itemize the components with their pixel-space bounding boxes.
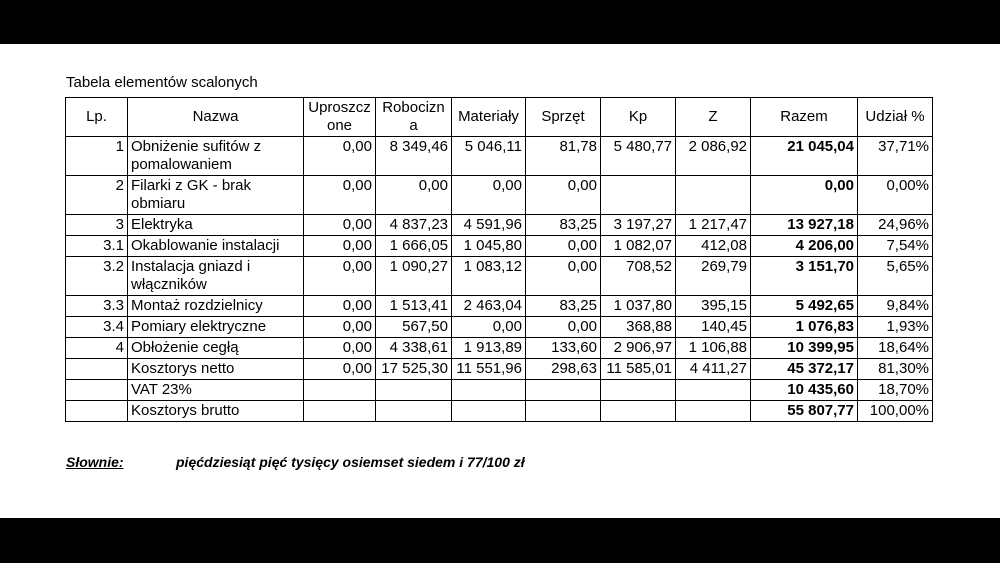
- cell-z: 1 217,47: [676, 215, 751, 236]
- cell-z: 140,45: [676, 317, 751, 338]
- header-robocizna: Robocizn a: [376, 98, 452, 137]
- cell-nazwa: Pomiary elektryczne: [128, 317, 304, 338]
- cell-materialy: 1 083,12: [452, 257, 526, 296]
- table-row: [66, 296, 933, 317]
- cell-lp: 3.4: [66, 317, 128, 338]
- cell-uproszczone: 0,00: [304, 176, 376, 215]
- cell-materialy: 0,00: [452, 176, 526, 215]
- cell-z: [676, 401, 751, 422]
- cell-sprzet: 83,25: [526, 215, 601, 236]
- cell-sprzet: 0,00: [526, 236, 601, 257]
- cell-udzial: 9,84%: [858, 296, 933, 317]
- table-row: [66, 137, 933, 176]
- table-caption: Tabela elementów scalonych: [66, 74, 258, 91]
- cell-razem: 10 435,60: [751, 380, 858, 401]
- cell-lp: 4: [66, 338, 128, 359]
- header-nazwa: Nazwa: [128, 98, 304, 137]
- cell-materialy: [452, 380, 526, 401]
- cell-kp: [601, 401, 676, 422]
- cell-udzial: 24,96%: [858, 215, 933, 236]
- cell-kp: [601, 380, 676, 401]
- cell-uproszczone: 0,00: [304, 137, 376, 176]
- cell-robocizna: 1 666,05: [376, 236, 452, 257]
- cell-nazwa: Kosztorys netto: [128, 359, 304, 380]
- cell-z: 395,15: [676, 296, 751, 317]
- cell-robocizna: 567,50: [376, 317, 452, 338]
- cell-nazwa: Kosztorys brutto: [128, 401, 304, 422]
- cell-sprzet: 133,60: [526, 338, 601, 359]
- table-row-vat: [66, 380, 933, 401]
- cell-materialy: 5 046,11: [452, 137, 526, 176]
- cell-kp: 1 082,07: [601, 236, 676, 257]
- cell-kp: 2 906,97: [601, 338, 676, 359]
- cell-razem: 10 399,95: [751, 338, 858, 359]
- cell-udzial: 1,93%: [858, 317, 933, 338]
- cell-kp: 5 480,77: [601, 137, 676, 176]
- cell-uproszczone: [304, 380, 376, 401]
- header-lp: Lp.: [66, 98, 128, 137]
- header-sprzet: Sprzęt: [526, 98, 601, 137]
- cell-udzial: 7,54%: [858, 236, 933, 257]
- cell-materialy: 0,00: [452, 317, 526, 338]
- cell-robocizna: 0,00: [376, 176, 452, 215]
- cell-sprzet: 83,25: [526, 296, 601, 317]
- cell-robocizna: [376, 380, 452, 401]
- cell-materialy: 1 045,80: [452, 236, 526, 257]
- cell-kp: 1 037,80: [601, 296, 676, 317]
- header-kp: Kp: [601, 98, 676, 137]
- cell-nazwa: Filarki z GK - brak obmiaru: [128, 176, 304, 215]
- cell-sprzet: 0,00: [526, 257, 601, 296]
- cell-lp: 3.3: [66, 296, 128, 317]
- cell-lp: 2: [66, 176, 128, 215]
- cell-uproszczone: 0,00: [304, 236, 376, 257]
- cell-z: 269,79: [676, 257, 751, 296]
- cell-z: [676, 176, 751, 215]
- cell-nazwa: Okablowanie instalacji: [128, 236, 304, 257]
- cell-razem: 1 076,83: [751, 317, 858, 338]
- cell-z: 412,08: [676, 236, 751, 257]
- header-materialy: Materiały: [452, 98, 526, 137]
- document-page: [0, 44, 1000, 518]
- table-row: [66, 236, 933, 257]
- cell-nazwa: Obłożenie cegłą: [128, 338, 304, 359]
- cell-uproszczone: 0,00: [304, 257, 376, 296]
- cell-lp: [66, 401, 128, 422]
- cell-z: 2 086,92: [676, 137, 751, 176]
- cell-razem: 13 927,18: [751, 215, 858, 236]
- cell-lp: 3: [66, 215, 128, 236]
- cell-nazwa: Elektryka: [128, 215, 304, 236]
- cell-nazwa: Montaż rozdzielnicy: [128, 296, 304, 317]
- header-z: Z: [676, 98, 751, 137]
- cell-robocizna: 17 525,30: [376, 359, 452, 380]
- header-row: [66, 98, 933, 137]
- cell-z: [676, 380, 751, 401]
- cell-materialy: 11 551,96: [452, 359, 526, 380]
- cell-kp: 3 197,27: [601, 215, 676, 236]
- header-udzial: Udział %: [858, 98, 933, 137]
- cell-udzial: 0,00%: [858, 176, 933, 215]
- cell-sprzet: [526, 380, 601, 401]
- cell-razem: 55 807,77: [751, 401, 858, 422]
- cell-nazwa: VAT 23%: [128, 380, 304, 401]
- cell-sprzet: 0,00: [526, 317, 601, 338]
- cell-nazwa: Instalacja gniazd i włączników: [128, 257, 304, 296]
- cell-kp: 368,88: [601, 317, 676, 338]
- cell-udzial: 18,70%: [858, 380, 933, 401]
- cell-razem: 5 492,65: [751, 296, 858, 317]
- cell-lp: 3.1: [66, 236, 128, 257]
- cell-lp: [66, 380, 128, 401]
- words-value: pięćdziesiąt pięć tysięcy osiemset siedem i 77/100 zł: [176, 454, 525, 470]
- cell-udzial: 18,64%: [858, 338, 933, 359]
- cell-kp: 708,52: [601, 257, 676, 296]
- cell-sprzet: 0,00: [526, 176, 601, 215]
- cell-sprzet: 81,78: [526, 137, 601, 176]
- table-row: [66, 215, 933, 236]
- cell-robocizna: 1 090,27: [376, 257, 452, 296]
- cell-udzial: 81,30%: [858, 359, 933, 380]
- cell-udzial: 100,00%: [858, 401, 933, 422]
- cell-kp: 11 585,01: [601, 359, 676, 380]
- cell-razem: 3 151,70: [751, 257, 858, 296]
- cell-robocizna: 8 349,46: [376, 137, 452, 176]
- table-row: [66, 257, 933, 296]
- cell-robocizna: 1 513,41: [376, 296, 452, 317]
- cell-razem: 21 045,04: [751, 137, 858, 176]
- table-row-netto: [66, 359, 933, 380]
- cell-udzial: 5,65%: [858, 257, 933, 296]
- cell-uproszczone: 0,00: [304, 338, 376, 359]
- cell-sprzet: [526, 401, 601, 422]
- cell-uproszczone: 0,00: [304, 317, 376, 338]
- amount-in-words: [66, 454, 525, 470]
- cell-uproszczone: 0,00: [304, 359, 376, 380]
- cell-lp: 1: [66, 137, 128, 176]
- table-row-brutto: [66, 401, 933, 422]
- summary-table: [65, 97, 933, 422]
- table-row: [66, 338, 933, 359]
- cell-nazwa: Obniżenie sufitów z pomalowaniem: [128, 137, 304, 176]
- cell-materialy: 1 913,89: [452, 338, 526, 359]
- cell-robocizna: [376, 401, 452, 422]
- cell-uproszczone: [304, 401, 376, 422]
- cell-razem: 0,00: [751, 176, 858, 215]
- cell-materialy: 2 463,04: [452, 296, 526, 317]
- cell-kp: [601, 176, 676, 215]
- cell-uproszczone: 0,00: [304, 215, 376, 236]
- cell-z: 1 106,88: [676, 338, 751, 359]
- words-label: Słownie:: [66, 454, 124, 470]
- cell-razem: 45 372,17: [751, 359, 858, 380]
- table-row: [66, 176, 933, 215]
- header-uproszczone: Uproszcz one: [304, 98, 376, 137]
- cell-lp: 3.2: [66, 257, 128, 296]
- cell-robocizna: 4 338,61: [376, 338, 452, 359]
- cell-uproszczone: 0,00: [304, 296, 376, 317]
- table-row: [66, 317, 933, 338]
- cell-udzial: 37,71%: [858, 137, 933, 176]
- cell-razem: 4 206,00: [751, 236, 858, 257]
- cell-lp: [66, 359, 128, 380]
- header-razem: Razem: [751, 98, 858, 137]
- cell-materialy: [452, 401, 526, 422]
- cell-robocizna: 4 837,23: [376, 215, 452, 236]
- cell-materialy: 4 591,96: [452, 215, 526, 236]
- cell-sprzet: 298,63: [526, 359, 601, 380]
- cell-z: 4 411,27: [676, 359, 751, 380]
